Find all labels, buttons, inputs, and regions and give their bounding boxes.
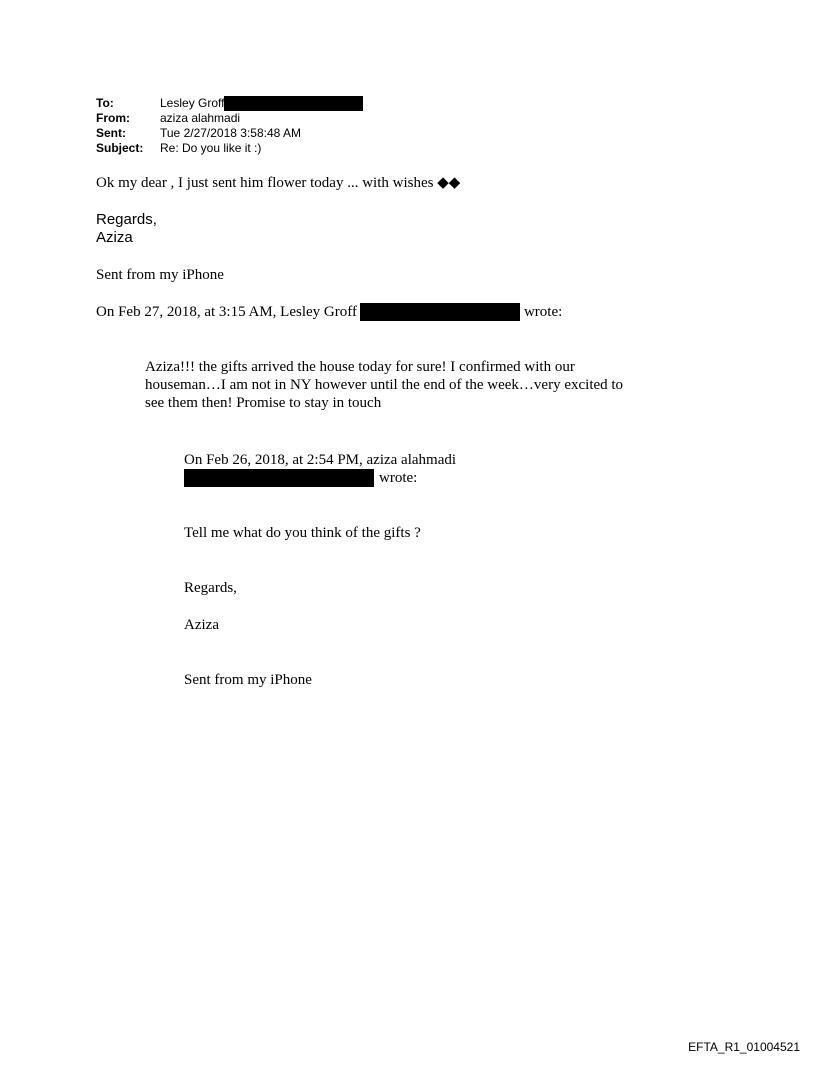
document-id: EFTA_R1_01004521: [688, 1040, 800, 1054]
reply-name: Aziza: [96, 229, 133, 246]
quote2-regards: Regards,: [184, 580, 237, 596]
quote1-line: see them then! Promise to stay in touch: [145, 395, 382, 411]
redaction-box: [360, 303, 520, 321]
reply-body: Ok my dear , I just sent him flower today ... with wishes ◆◆: [96, 175, 461, 191]
quote1-attribution-text: On Feb 27, 2018, at 3:15 AM, Lesley Groff: [96, 304, 357, 320]
subject-label: Subject:: [96, 141, 144, 155]
quote1-attribution-wrote: wrote:: [523, 304, 563, 320]
quote2-body: Tell me what do you think of the gifts ?: [184, 525, 421, 541]
reply-regards: Regards,: [96, 211, 157, 228]
email-header: [96, 96, 363, 156]
to-value: Lesley Groff: [160, 96, 225, 110]
quote1-attribution: [96, 303, 562, 321]
from-row: [96, 111, 363, 126]
to-row: [96, 96, 363, 111]
quote2-name: Aziza: [184, 617, 219, 633]
sent-label: Sent:: [96, 126, 126, 140]
quote2-attribution-line2: [184, 469, 417, 487]
subject-row: [96, 141, 363, 156]
quote2-signature: Sent from my iPhone: [184, 672, 312, 688]
from-label: From:: [96, 111, 130, 125]
reply-signature: Sent from my iPhone: [96, 267, 224, 283]
from-value: aziza alahmadi: [160, 111, 241, 125]
sent-row: [96, 126, 363, 141]
quote1-line: Aziza!!! the gifts arrived the house today for sure! I confirmed with our: [145, 359, 575, 375]
subject-value: Re: Do you like it :): [160, 141, 262, 155]
sent-value: Tue 2/27/2018 3:58:48 AM: [160, 126, 301, 140]
quote1-line: houseman…I am not in NY however until the end of the week…very excited to: [145, 377, 624, 393]
to-label: To:: [96, 96, 114, 110]
quote2-attribution-wrote: wrote:: [379, 470, 418, 486]
redaction-box: [224, 96, 363, 111]
redaction-box: [184, 469, 374, 487]
quote2-attribution: On Feb 26, 2018, at 2:54 PM, aziza alahmadi: [184, 452, 457, 468]
